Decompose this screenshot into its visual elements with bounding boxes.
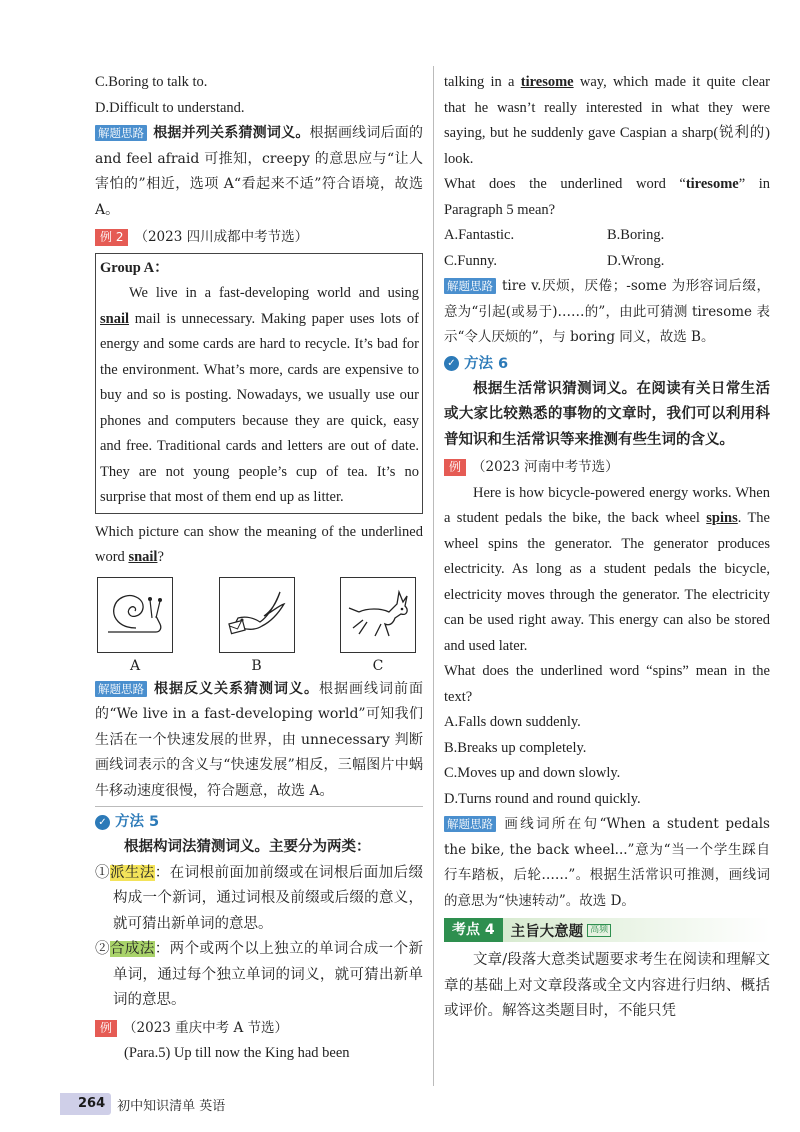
right-column [444, 70, 770, 1025]
underlined-word: tiresome [520, 74, 574, 90]
underlined-word: snail [100, 310, 130, 327]
left-column [95, 70, 423, 1067]
method-6-body: 根据生活常识猜测词义。在阅读有关日常生活或大家比较熟悉的事物的文章时，我们可以利用科普知识和生活常识等来推测有些生词的含义。 [444, 380, 770, 448]
option-c: C.Moves up and down slowly. [444, 765, 621, 781]
kaodian-number: 考点 4 [444, 918, 503, 942]
example-tag: 例 2 [95, 229, 128, 246]
passage-continuation: talking in a tiresome way, which made it quite clear that he wasn’t really interested in what they were saying, but he suddenly gave Caspian a sharp(锐利的) look. [444, 74, 770, 167]
method-5-intro: 根据构词法猜测词义。主要分为两类： [124, 839, 371, 855]
solution-1 [95, 121, 423, 223]
method-5-item-1: ①派生法：在词根前面加前缀或在词根后面加后缀构成一个新词，通过词根及前缀或后缀的意义，就可猜出新单词的意思。 [95, 864, 424, 932]
picture-option-a [95, 577, 175, 677]
check-circle-icon: ✓ [95, 815, 110, 830]
running-donkey-picture [340, 577, 416, 653]
passage-text: We live in a fast-developing world and using snail mail is unnecessary. Making paper uses lots of energy and some cards are hard to recycle. It’s bad for the environment. What’s more, cards are expensive to buy and so is posting. Nowadays, we usually use our phones and computers because they are quick, easy and free. Traditional cards and letters are out of date. They are not young people’s cup of tea. It’s no surprise that most of them end up as litter. [100, 285, 419, 505]
option-c: C.Funny. [444, 252, 498, 269]
picture-label: A [129, 657, 141, 674]
highlight-compound: 合成法 [109, 941, 155, 957]
dove-with-letter-picture [219, 577, 295, 653]
option-b: B.Breaks up completely. [444, 739, 587, 756]
underlined-word: snail [128, 549, 158, 565]
solution-tag: 解题思路 [444, 278, 496, 294]
option-d: D.Turns round and round quickly. [444, 790, 641, 807]
solution-3 [444, 274, 770, 351]
picture-option-c [338, 577, 418, 677]
solution-heading: 根据并列关系猜测词义。 [153, 125, 310, 141]
method-5-item-2: ②合成法：两个或两个以上独立的单词合成一个新单词，通过每个独立单词的词义，就可猜出新单词的意思。 [95, 941, 424, 1008]
example-tag: 例 [444, 459, 466, 476]
picture-label: C [372, 657, 384, 674]
check-circle-icon: ✓ [444, 356, 459, 371]
example-4-header [444, 455, 770, 481]
frequency-badge: 高频 [587, 924, 611, 937]
solution-tag: 解题思路 [444, 816, 496, 832]
underlined-word: spins [706, 510, 738, 526]
example-3-passage-start: (Para.5) Up till now the King had been [124, 1045, 350, 1061]
option-c: C.Boring to talk to. [95, 74, 208, 90]
answer-options [444, 223, 770, 274]
solution-2 [95, 677, 423, 805]
group-title: Group A： [100, 259, 169, 276]
question: What does the underlined word “tiresome” in Paragraph 5 mean? [444, 176, 770, 218]
example-2-header [95, 225, 423, 251]
snail-picture [97, 577, 173, 653]
kaodian-title: 主旨大意题 [510, 923, 584, 940]
question: Which picture can show the meaning of the underlined word snail? [95, 523, 423, 565]
option-a: A.Falls down suddenly. [444, 714, 581, 730]
solution-tag: 解题思路 [95, 125, 147, 141]
example-tag: 例 [95, 1020, 117, 1037]
kaodian-4-banner [444, 918, 770, 942]
column-divider [433, 66, 434, 1086]
quoted-word: tiresome [685, 176, 739, 192]
example-source: （2023 重庆中考 A 节选） [123, 1019, 288, 1036]
example-4-passage: Here is how bicycle-powered energy works. When a student pedals the bike, the back wheel spins. The wheel spins the generator. The generator produces electricity. As long as a student pedals the bicycle, electricity moves through the generator. The electricity can be used right away. This energy can also be stored and used later. [444, 484, 770, 654]
example-source: （2023 四川成都中考节选） [134, 229, 309, 245]
solution-tag: 解题思路 [95, 681, 147, 697]
passage-box [95, 253, 423, 514]
section-divider [95, 806, 423, 807]
option-b: B.Boring. [607, 227, 665, 243]
solution-4 [444, 812, 770, 914]
example-3-header [95, 1016, 423, 1042]
page-number: 264 [60, 1093, 111, 1115]
kaodian-4-body: 文章/段落大意类试题要求考生在阅读和理解文章的基础上对文章段落或全文内容进行归纳、概括或评价。解答这类题目时，不能只凭 [444, 952, 770, 1019]
solution-heading: 根据反义关系猜测词义。 [153, 680, 319, 697]
solution-body: 根据画线词前面的“We live in a fast-developing world”可知我们生活在一个快速发展的世界，由 unnecessary 判断画线词表示的含义与“快速发展”相反，三幅图片中蜗牛移动速度很慢，符合题意，故选 A。 [95, 680, 423, 799]
method-5-heading: ✓ 方法 5 [95, 809, 423, 835]
example-source: （2023 河南中考节选） [472, 459, 619, 475]
option-a: A.Fantastic. [444, 227, 515, 243]
picture-option-b [217, 577, 297, 677]
book-title: 初中知识清单 英语 [117, 1098, 226, 1114]
solution-body: 根据画线词后面的 and feel afraid 可推知，creepy 的意思应与“让人害怕的”相近，选项 A“看起来不适”符合语境，故选 A。 [95, 125, 424, 218]
highlight-derivation: 派生法 [109, 864, 155, 881]
option-d: D.Wrong. [607, 252, 665, 269]
page-footer [60, 1093, 225, 1115]
picture-label: B [251, 657, 262, 674]
question-2: What does the underlined word “spins” mean in the text? [444, 663, 770, 705]
picture-options [95, 577, 423, 677]
method-6-heading: ✓ 方法 6 [444, 351, 770, 377]
solution-body: tire v.厌烦，厌倦；-some 为形容词后缀，意为“引起(或易于)……的”，由此可猜测 tiresome 表示“令人厌烦的”，与 boring 同义，故选 B。 [444, 278, 770, 345]
option-d: D.Difficult to understand. [95, 99, 245, 116]
solution-body: 画线词所在句“When a student pedals the bike, the back wheel...”意为“当一个学生踩自行车踏板，后轮……”。根据生活常识可推测，画线词的意思为“快速转动”。故选 D。 [444, 816, 770, 909]
